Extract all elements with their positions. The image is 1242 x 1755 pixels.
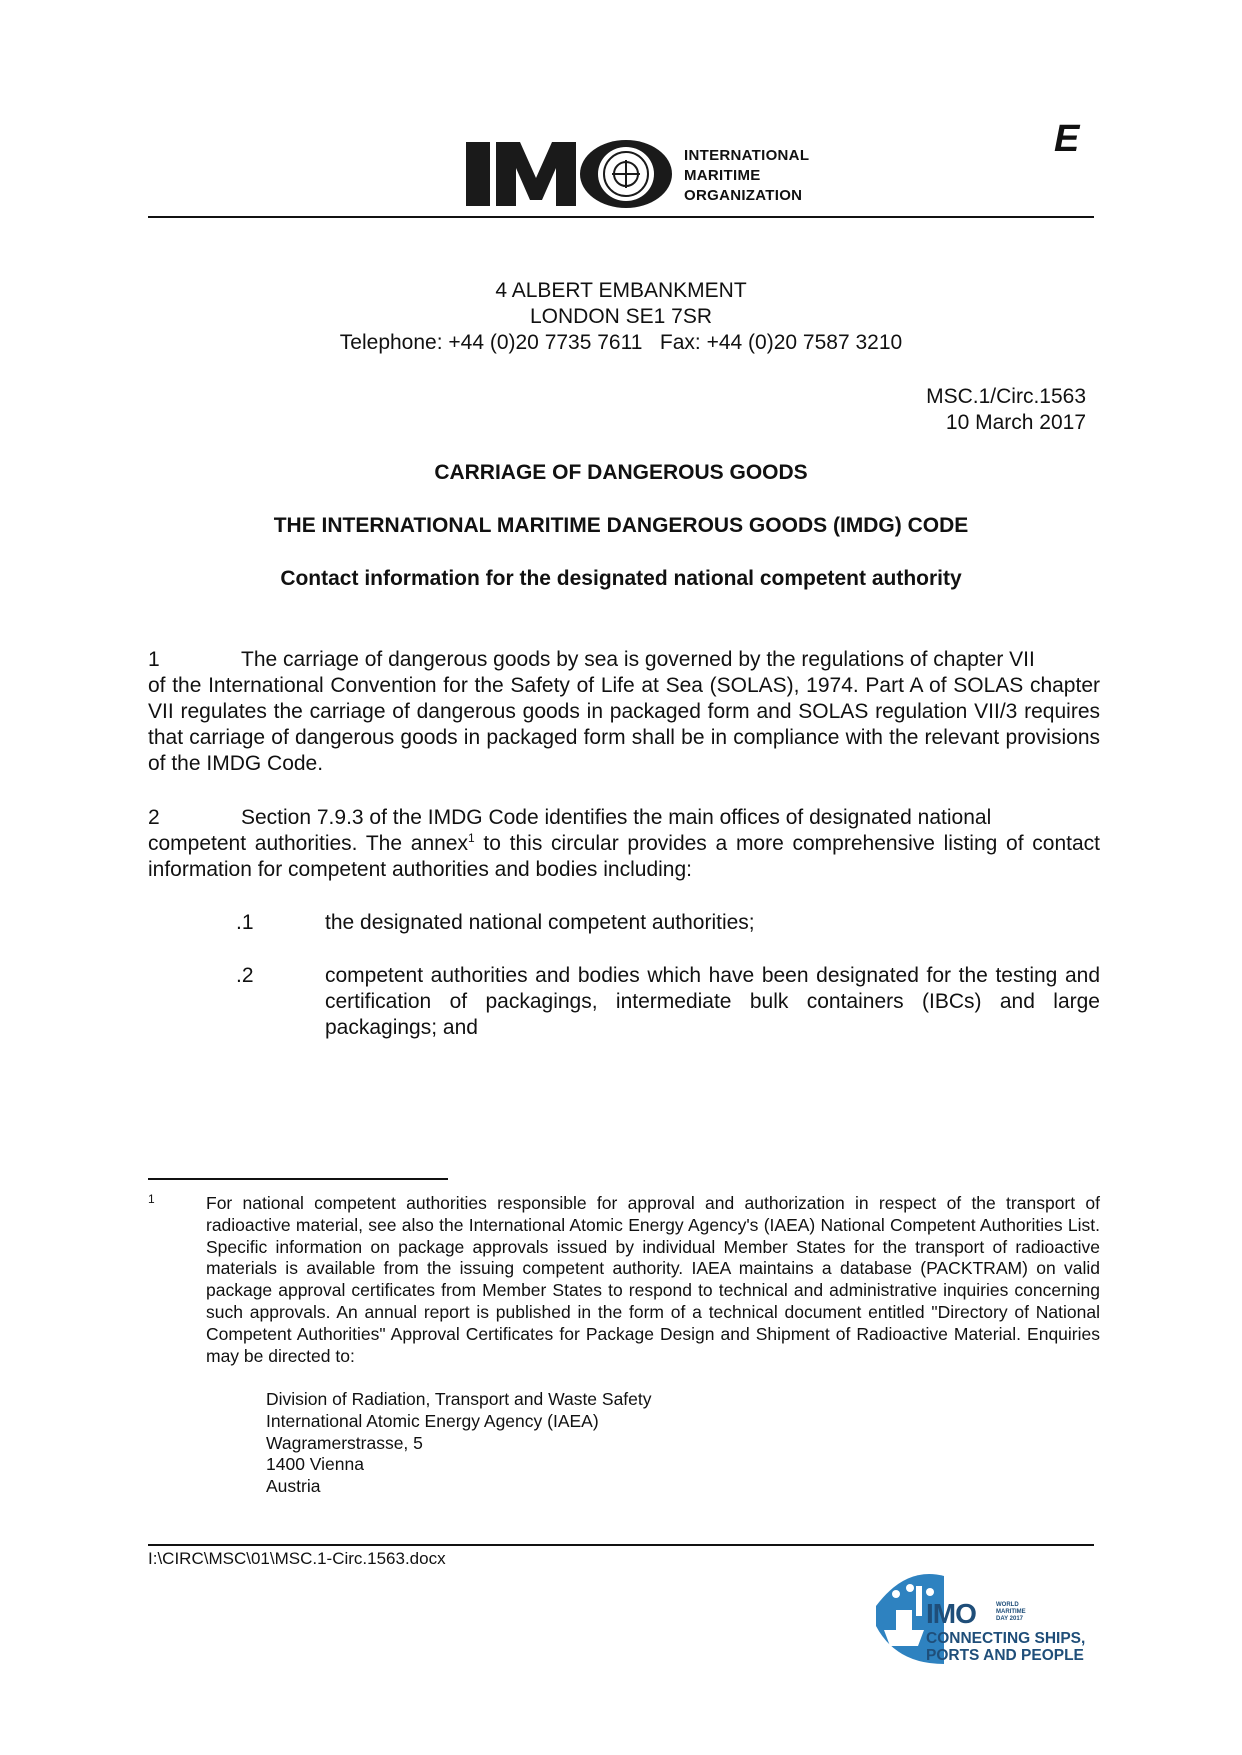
footnote-address: [266, 1389, 966, 1498]
paragraph-2: [148, 805, 1100, 883]
paragraph-first-line: Section 7.9.3 of the IMDG Code identifies the main offices of designated national: [241, 806, 992, 829]
footnote-number: 1: [148, 1192, 155, 1206]
footnote-address-line: Division of Radiation, Transport and Waste Safety: [266, 1389, 652, 1409]
footnote-reference[interactable]: 1: [467, 831, 475, 845]
org-name: [684, 146, 809, 206]
paragraph-number: 2: [148, 806, 160, 829]
org-name-line: ORGANIZATION: [684, 187, 803, 204]
badge-tagline-line: CONNECTING SHIPS,: [926, 1630, 1086, 1647]
address-block: [148, 278, 1094, 356]
list-item: [236, 963, 1100, 1041]
paragraph-1: [148, 647, 1100, 777]
badge-event-line: DAY 2017: [996, 1616, 1024, 1622]
doc-date: 10 March 2017: [945, 411, 1086, 434]
badge-event-line: WORLD: [996, 1602, 1019, 1608]
footnote-address-line: Wagramerstrasse, 5: [266, 1432, 423, 1453]
footnote-address-line: International Atomic Energy Agency (IAEA): [266, 1410, 599, 1431]
paragraph-body: of the International Convention for the Safety of Life at Sea (SOLAS), 1974. Part A of SOLAS chapter VII regulates the carriage of dangerous goods in packaged form and SOLAS regulation VII/3 requires that carriage of dangerous goods in packaged form shall be in compliance with the relevant provisions of the IMDG Code.: [148, 674, 1100, 775]
list-item-text: the designated national competent authorities;: [325, 911, 755, 934]
paragraph-text: to this circular provides a more comprehensive listing of contact information for competent authorities and bodies including:: [148, 832, 1100, 881]
title-main: CARRIAGE OF DANGEROUS GOODS: [434, 461, 808, 484]
list-item-text: competent authorities and bodies which have been designated for the testing and certification of packagings, intermediate bulk containers (IBCs) and large packagings; and: [325, 964, 1100, 1039]
badge-tagline-line: PORTS AND PEOPLE: [926, 1647, 1084, 1664]
address-line: 4 ALBERT EMBANKMENT: [495, 279, 747, 302]
address-line: LONDON SE1 7SR: [529, 305, 713, 328]
title-code: THE INTERNATIONAL MARITIME DANGEROUS GOODS (IMDG) CODE: [273, 514, 969, 537]
org-name-line: INTERNATIONAL: [684, 147, 810, 164]
header-divider: [148, 216, 1094, 218]
footnote-address-line: 1400 Vienna: [266, 1454, 364, 1475]
file-path: I:\CIRC\MSC\01\MSC.1-Circ.1563.docx: [148, 1549, 446, 1568]
contact-line: Telephone: +44 (0)20 7735 7611 Fax: +44 (0)20 7587 3210: [339, 331, 903, 354]
paragraph-number: 1: [148, 648, 160, 671]
footnote-separator: [148, 1178, 448, 1180]
doc-number: MSC.1/Circ.1563: [926, 385, 1086, 408]
list-item: [236, 910, 1100, 936]
footnote-text: For national competent authorities responsible for approval and authorization in respect of the transport of radioactive material, see also the International Atomic Energy Agency's (IAEA) National Competent Authorities List. Specific information on package approvals issued by individual Member States for the transport of radioactive materials is available from the issuing competent authority. IAEA maintains a database (PACKTRAM) on valid package approval certificates from Member States to respond to technical and administrative inquiries concerning such approvals. An annual report is published in the form of a technical document entitled "Directory of National Competent Authorities" Approval Certificates for Package Design and Shipment of Radioactive Material. Enquiries may be directed to:: [206, 1193, 1100, 1366]
title-subject: Contact information for the designated national competent authority: [280, 567, 962, 590]
paragraph-text: competent authorities. The annex: [148, 832, 468, 855]
list-item-number: .1: [236, 911, 254, 934]
badge-event-name: [996, 1602, 1026, 1623]
badge-tagline: [926, 1630, 1085, 1664]
list-item-number: .2: [236, 964, 254, 987]
paragraph-first-line: The carriage of dangerous goods by sea is governed by the regulations of chapter VII: [241, 648, 1035, 671]
footnote-address-line: Austria: [266, 1476, 321, 1497]
language-code: E: [1054, 118, 1080, 160]
reference-block: [700, 384, 1086, 436]
imo-logo: [466, 138, 674, 208]
paragraph-body: [148, 831, 1100, 883]
badge-logo-text: IMO: [926, 1598, 976, 1629]
footer-divider: [148, 1544, 1094, 1546]
badge-event-line: MARITIME: [996, 1609, 1026, 1615]
footnote: [148, 1193, 1100, 1367]
org-name-line: MARITIME: [684, 167, 761, 184]
world-maritime-day-badge: [866, 1566, 1096, 1668]
